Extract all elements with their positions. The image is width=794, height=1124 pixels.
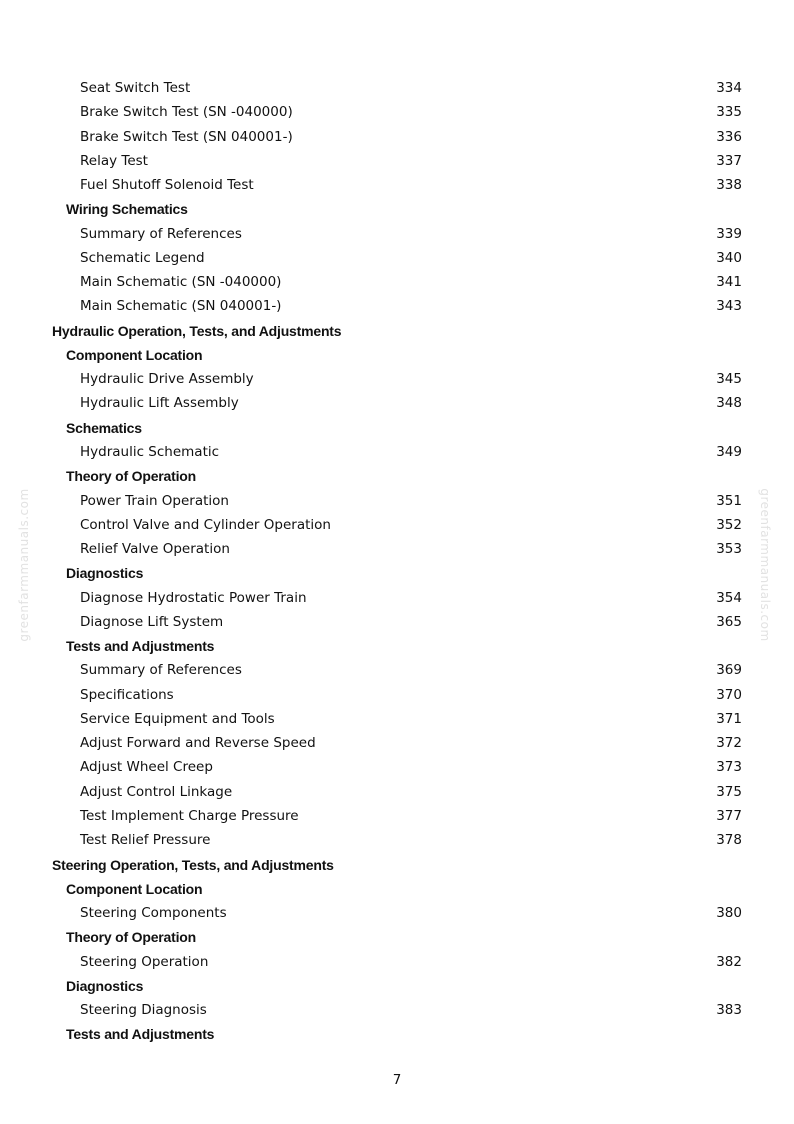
toc-subsection-heading — [0, 974, 794, 998]
toc-entry[interactable] — [0, 586, 794, 610]
toc-entry-title: Adjust Forward and Reverse Speed — [80, 735, 316, 752]
toc-entry-page-number: 339 — [716, 225, 742, 242]
toc-entry-page-number: 372 — [716, 735, 742, 752]
toc-entry-title: Component Location — [66, 880, 203, 897]
toc-entry-title: Test Relief Pressure — [80, 832, 211, 849]
toc-entry-title: Wiring Schematics — [66, 201, 188, 218]
toc-entry-title: Summary of References — [80, 662, 242, 679]
page-number: 7 — [392, 1072, 402, 1088]
toc-entry[interactable] — [0, 489, 794, 513]
toc-entry-title: Tests and Adjustments — [66, 1026, 215, 1043]
toc-entry-page-number: 338 — [716, 177, 742, 194]
toc-entry-title: Steering Operation, Tests, and Adjustments — [52, 856, 334, 873]
toc-entry-title: Steering Components — [80, 905, 227, 922]
toc-entry[interactable] — [0, 804, 794, 828]
toc-entry-title: Component Location — [66, 346, 203, 363]
toc-section-heading — [0, 319, 794, 343]
toc-subsection-heading — [0, 634, 794, 658]
toc-subsection-heading — [0, 343, 794, 367]
toc-entry-title: Test Implement Charge Pressure — [80, 807, 299, 824]
toc-entry[interactable] — [0, 222, 794, 246]
toc-entry-title: Diagnose Hydrostatic Power Train — [80, 589, 307, 606]
toc-entry-page-number: 370 — [716, 686, 742, 703]
toc-entry[interactable] — [0, 950, 794, 974]
toc-entry[interactable] — [0, 125, 794, 149]
toc-entry[interactable] — [0, 391, 794, 415]
toc-entry[interactable] — [0, 513, 794, 537]
toc-entry[interactable] — [0, 149, 794, 173]
toc-entry-page-number: 365 — [716, 613, 742, 630]
toc-entry-title: Hydraulic Lift Assembly — [80, 395, 239, 412]
toc-entry[interactable] — [0, 901, 794, 925]
toc-subsection-heading — [0, 925, 794, 949]
toc-entry-page-number: 348 — [716, 395, 742, 412]
toc-entry-title: Summary of References — [80, 225, 242, 242]
toc-entry[interactable] — [0, 683, 794, 707]
toc-entry[interactable] — [0, 658, 794, 682]
toc-entry[interactable] — [0, 707, 794, 731]
toc-entry-title: Relief Valve Operation — [80, 541, 230, 558]
toc-entry[interactable] — [0, 440, 794, 464]
toc-section-heading — [0, 853, 794, 877]
toc-entry-title: Fuel Shutoff Solenoid Test — [80, 177, 254, 194]
toc-entry-title: Power Train Operation — [80, 492, 229, 509]
toc-entry-title: Steering Diagnosis — [80, 1002, 207, 1019]
toc-entry-title: Seat Switch Test — [80, 80, 191, 96]
toc-entry-title: Main Schematic (SN 040001-) — [80, 298, 282, 315]
toc-entry-page-number: 345 — [716, 371, 742, 388]
toc-entry-page-number: 378 — [716, 832, 742, 849]
toc-entry-title: Tests and Adjustments — [66, 638, 215, 655]
toc-entry[interactable] — [0, 246, 794, 270]
toc-entry-page-number: 351 — [716, 492, 742, 509]
toc-entry-title: Hydraulic Drive Assembly — [80, 371, 254, 388]
toc-entry-title: Schematic Legend — [80, 249, 205, 266]
toc-subsection-heading — [0, 197, 794, 221]
toc-entry-page-number: 380 — [716, 905, 742, 922]
toc-entry-page-number: 334 — [716, 80, 742, 96]
toc-entry-title: Main Schematic (SN -040000) — [80, 274, 282, 291]
table-of-contents — [0, 76, 794, 1047]
toc-entry[interactable] — [0, 755, 794, 779]
toc-entry[interactable] — [0, 294, 794, 318]
toc-entry-title: Control Valve and Cylinder Operation — [80, 516, 331, 533]
toc-entry-title: Service Equipment and Tools — [80, 710, 275, 727]
toc-entry-page-number: 371 — [716, 710, 742, 727]
toc-entry-page-number: 375 — [716, 783, 742, 800]
toc-entry[interactable] — [0, 828, 794, 852]
watermark-right: greenfarmmanuals.com — [758, 488, 772, 642]
toc-entry-page-number: 349 — [716, 443, 742, 460]
toc-entry[interactable] — [0, 731, 794, 755]
toc-entry-title: Diagnostics — [66, 565, 144, 582]
toc-entry[interactable] — [0, 537, 794, 561]
toc-entry[interactable] — [0, 76, 794, 100]
toc-entry-title: Diagnose Lift System — [80, 613, 224, 630]
toc-entry[interactable] — [0, 780, 794, 804]
toc-entry[interactable] — [0, 270, 794, 294]
toc-subsection-heading — [0, 416, 794, 440]
toc-entry-title: Adjust Wheel Creep — [80, 759, 213, 776]
toc-entry-title: Schematics — [66, 419, 142, 436]
toc-entry-page-number: 343 — [716, 298, 742, 315]
toc-entry-page-number: 377 — [716, 807, 742, 824]
toc-entry-page-number: 383 — [716, 1002, 742, 1019]
toc-entry-page-number: 337 — [716, 152, 742, 169]
toc-entry-page-number: 336 — [716, 128, 742, 145]
toc-entry-page-number: 354 — [716, 589, 742, 606]
toc-entry-page-number: 373 — [716, 759, 742, 776]
toc-entry-title: Theory of Operation — [66, 468, 196, 485]
toc-subsection-heading — [0, 1022, 794, 1046]
toc-entry-title: Relay Test — [80, 152, 148, 169]
toc-entry-title: Theory of Operation — [66, 929, 196, 946]
toc-entry-page-number: 369 — [716, 662, 742, 679]
toc-entry-page-number: 341 — [716, 274, 742, 291]
toc-entry-title: Steering Operation — [80, 953, 209, 970]
toc-entry-title: Diagnostics — [66, 977, 144, 994]
toc-entry-page-number: 382 — [716, 953, 742, 970]
toc-entry-title: Adjust Control Linkage — [80, 783, 233, 800]
watermark-left: greenfarmmanuals.com — [17, 488, 31, 642]
toc-entry[interactable] — [0, 610, 794, 634]
toc-entry-page-number: 340 — [716, 249, 742, 266]
toc-entry-title: Hydraulic Schematic — [80, 443, 220, 460]
toc-entry-page-number: 352 — [716, 516, 742, 533]
toc-subsection-heading — [0, 877, 794, 901]
toc-entry-page-number: 335 — [716, 104, 742, 121]
toc-entry-title: Specifications — [80, 686, 174, 703]
toc-entry-title: Brake Switch Test (SN 040001-) — [80, 128, 293, 145]
toc-entry[interactable] — [0, 100, 794, 124]
toc-entry-page-number: 353 — [716, 541, 742, 558]
toc-subsection-heading — [0, 561, 794, 585]
toc-entry[interactable] — [0, 173, 794, 197]
toc-subsection-heading — [0, 464, 794, 488]
toc-entry[interactable] — [0, 367, 794, 391]
toc-entry-title: Brake Switch Test (SN -040000) — [80, 104, 293, 121]
toc-entry[interactable] — [0, 998, 794, 1022]
toc-entry-title: Hydraulic Operation, Tests, and Adjustments — [52, 322, 342, 339]
